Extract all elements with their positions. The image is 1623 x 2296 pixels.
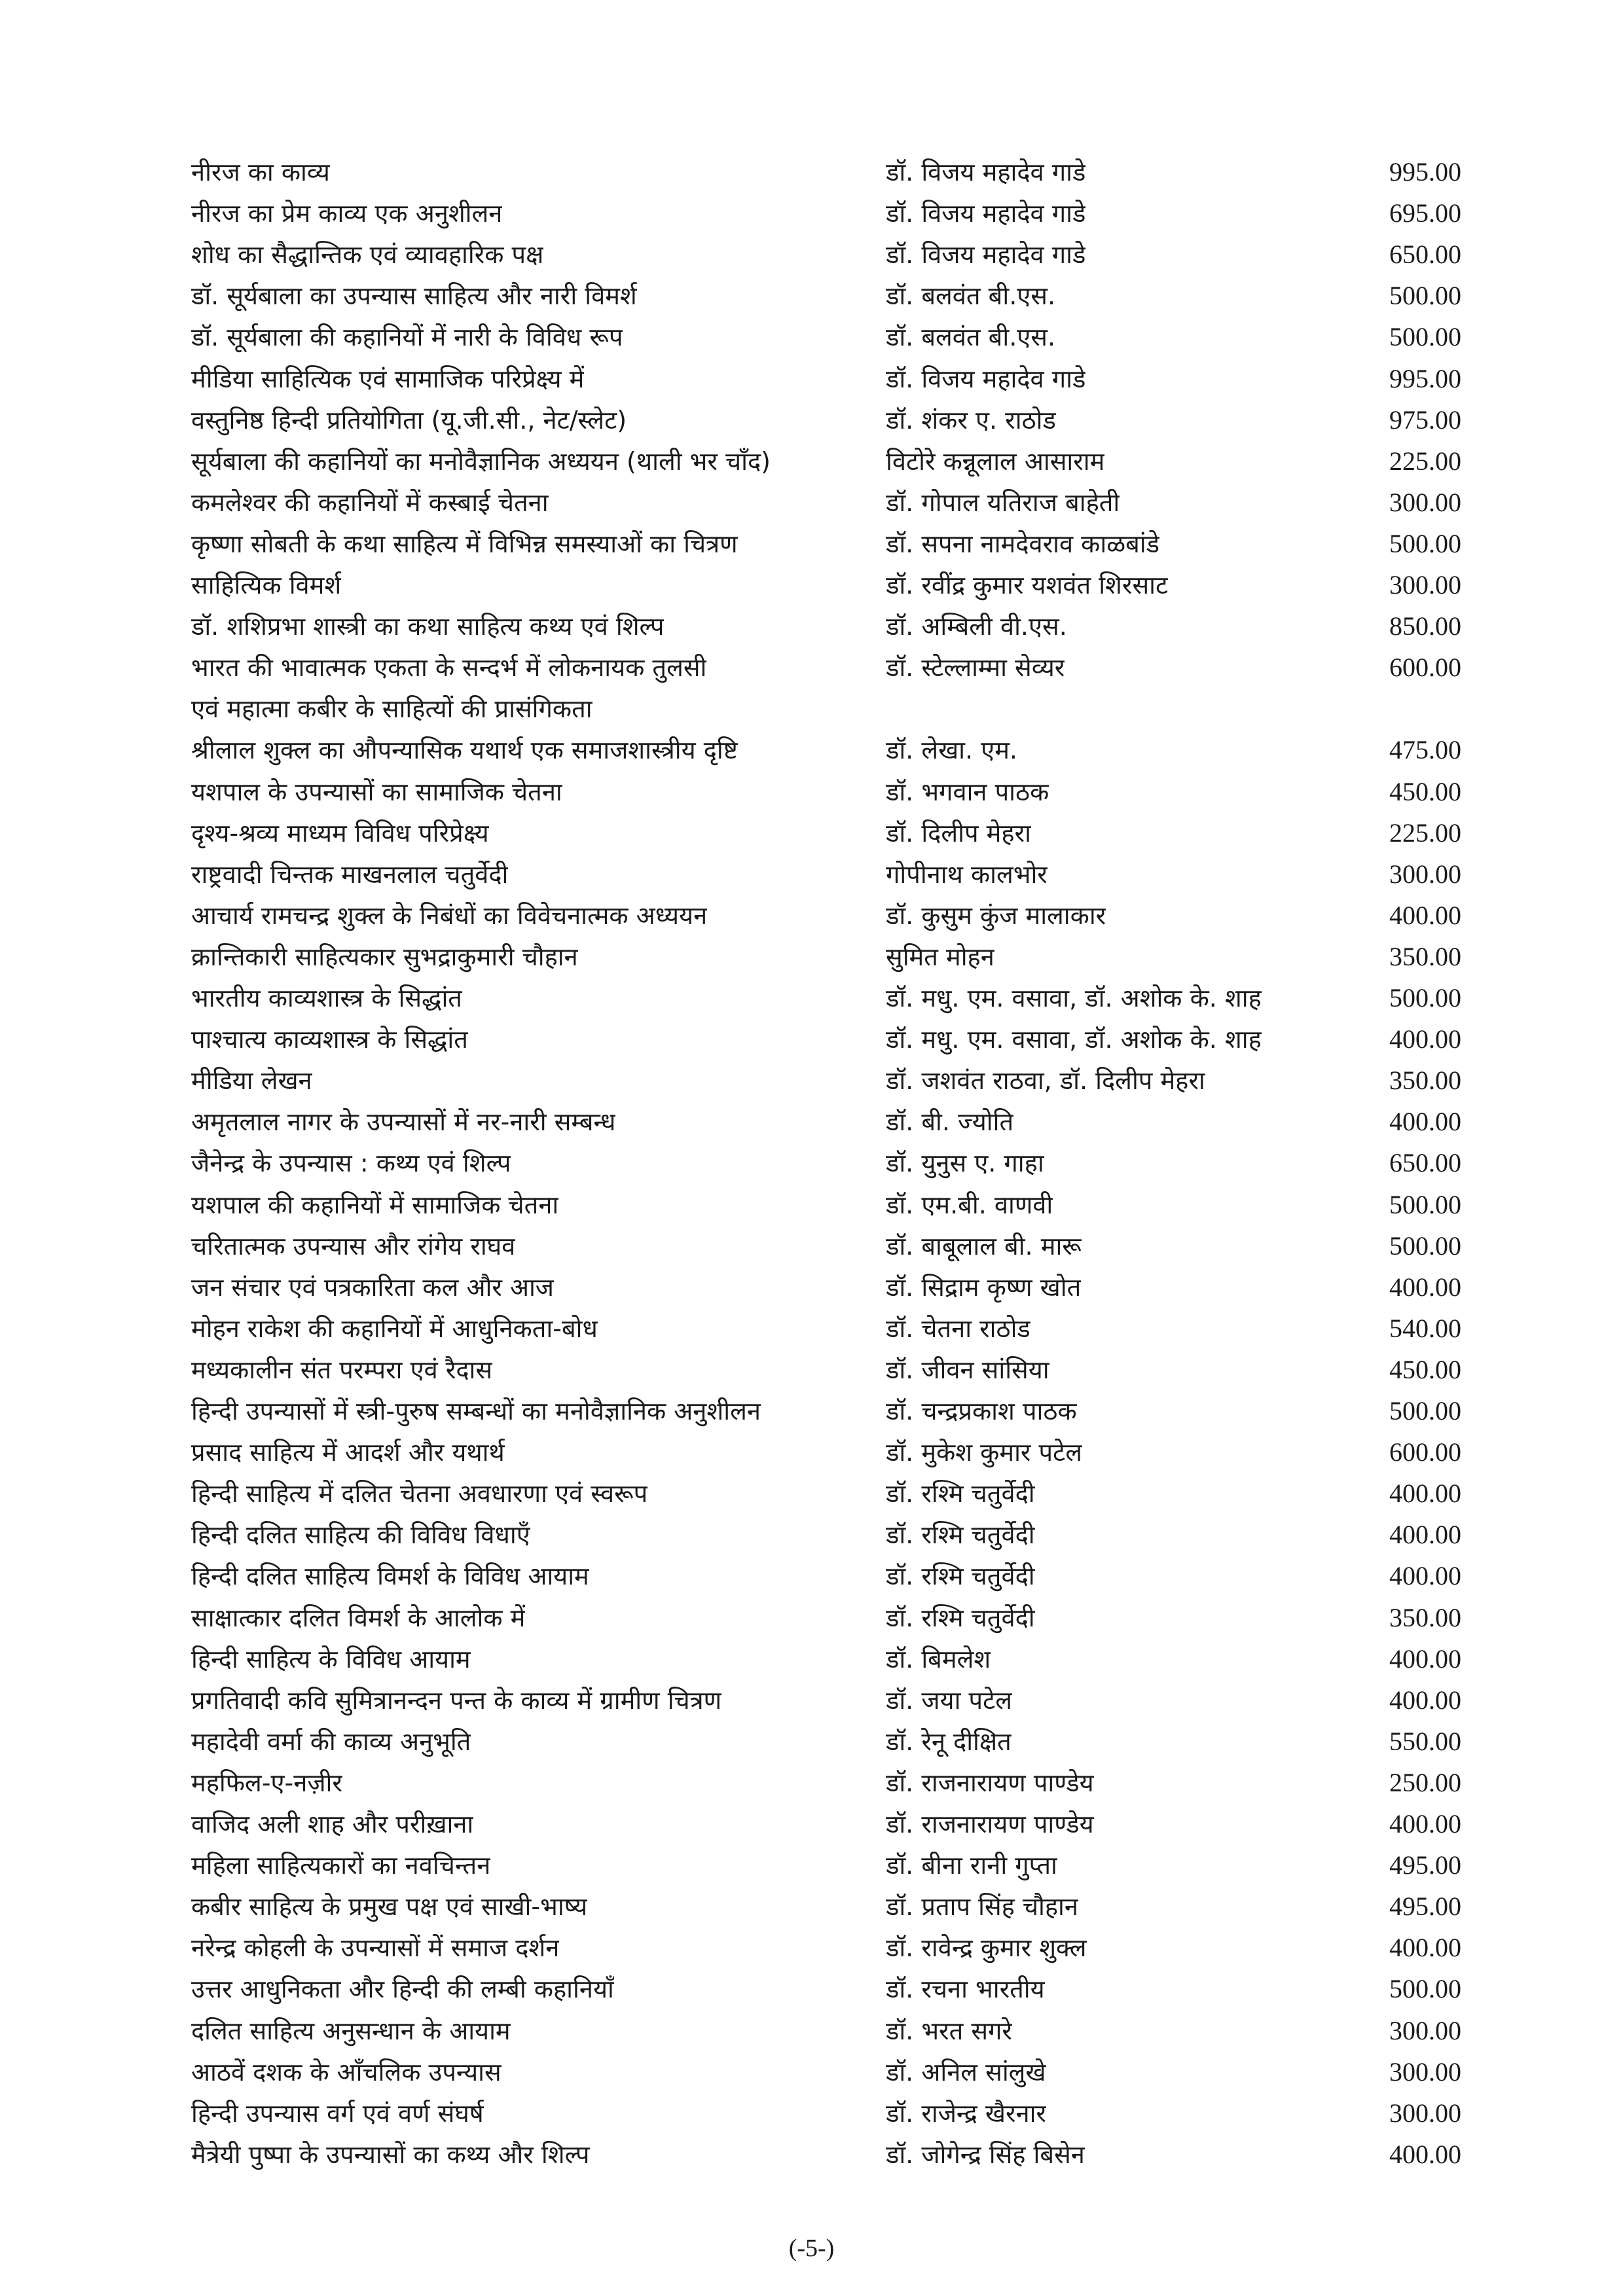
table-row [0,1185,1623,1225]
book-author: डॉ. चेतना राठोड [886,1314,1030,1343]
book-title: मीडिया साहित्यिक एवं सामाजिक परिप्रेक्ष्य में [191,365,585,393]
book-price: 600.00 [1389,653,1461,682]
book-title: एवं महात्मा कबीर के साहित्यों की प्रासंगिकता [191,694,593,723]
table-row [0,1804,1623,1844]
book-author: डॉ. बिमलेश [886,1645,991,1674]
book-author: डॉ. जीवन सांसिया [886,1355,1049,1384]
table-row [0,1308,1623,1349]
book-title: दृश्य-श्रव्य माध्यम विविध परिप्रेक्ष्य [191,819,489,848]
book-price: 650.00 [1389,240,1461,269]
book-price: 400.00 [1389,1933,1461,1962]
book-price: 975.00 [1389,405,1461,435]
book-title: हिन्दी दलित साहित्य विमर्श के विविध आयाम [191,1562,589,1590]
book-price: 500.00 [1389,1396,1461,1426]
table-row [0,1763,1623,1803]
book-title: महादेवी वर्मा की काव्य अनुभूति [191,1727,471,1756]
book-author: डॉ. जोगेन्द्र सिंह बिसेन [886,2140,1085,2169]
book-author: डॉ. रश्मि चतुर्वेदी [886,1562,1035,1590]
book-author: डॉ. रचना भारतीय [886,1975,1045,2003]
table-row [0,152,1623,192]
table-row [0,1102,1623,1142]
table-row [0,1680,1623,1721]
book-title: साक्षात्कार दलित विमर्श के आलोक में [191,1604,526,1632]
book-author: डॉ. शंकर ए. राठोड [886,406,1056,435]
table-row [0,400,1623,440]
table-row [0,1928,1623,1968]
table-row [0,854,1623,895]
book-author: डॉ. दिलीप मेहरा [886,819,1031,848]
book-author: डॉ. रेनू दीक्षित [886,1727,1012,1756]
book-title: नरेन्द्र कोहली के उपन्यासों में समाज दर्शन [191,1933,560,1962]
book-price: 350.00 [1389,1066,1461,1095]
book-price: 300.00 [1389,2098,1461,2128]
book-title: महिला साहित्यकारों का नवचिन्तन [191,1851,491,1880]
table-row [0,524,1623,564]
book-title: यशपाल की कहानियों में सामाजिक चेतना [191,1191,559,1219]
book-price: 225.00 [1389,446,1461,476]
book-author: डॉ. कुसुम कुंज मालाकार [886,901,1106,930]
book-title: हिन्दी उपन्यासों में स्त्री-पुरुष सम्बन्धों का मनोवैज्ञानिक अनुशीलन [191,1397,761,1426]
table-row [0,1556,1623,1596]
book-title: हिन्दी साहित्य के विविध आयाम [191,1645,471,1674]
book-author: डॉ. राजनारायण पाण्डेय [886,1768,1094,1797]
book-price: 850.00 [1389,611,1461,641]
table-row [0,1473,1623,1514]
book-price: 300.00 [1389,570,1461,600]
book-author: डॉ. मधु. एम. वसावा, डॉ. अशोक के. शाह [886,1025,1262,1054]
book-price: 400.00 [1389,1520,1461,1549]
table-row [0,441,1623,482]
page-number: (-5-) [788,2234,835,2262]
book-author: डॉ. जशवंत राठवा, डॉ. दिलीप मेहरा [886,1066,1205,1095]
book-title: डॉ. सूर्यबाला की कहानियों में नारी के विविध रूप [191,323,623,351]
table-row [0,895,1623,936]
book-title: मीडिया लेखन [191,1066,312,1095]
book-author: डॉ. बलवंत बी.एस. [886,281,1056,310]
book-title: दलित साहित्य अनुसन्धान के आयाम [191,2017,511,2045]
book-price: 500.00 [1389,1190,1461,1219]
table-row [0,276,1623,316]
book-author: डॉ. सपना नामदेवराव काळबांडे [886,529,1159,558]
book-author: डॉ. विजय महादेव गाडे [886,240,1086,269]
table-row [0,1845,1623,1886]
table-row [0,1391,1623,1431]
book-author: डॉ. भरत सगरे [886,2017,1012,2045]
table-row [0,647,1623,688]
book-author: डॉ. प्रताप सिंह चौहान [886,1892,1078,1921]
book-price: 400.00 [1389,901,1461,930]
book-author: गोपीनाथ कालभोर [886,860,1048,889]
table-row [0,689,1623,729]
book-author: डॉ. विजय महादेव गाडे [886,199,1086,228]
book-title: आठवें दशक के आँचलिक उपन्यास [191,2058,501,2087]
book-title: कबीर साहित्य के प्रमुख पक्ष एवं साखी-भाष्य [191,1892,588,1921]
table-row [0,234,1623,275]
table-row [0,1350,1623,1390]
book-author: सुमित मोहन [886,942,994,971]
book-author: डॉ. बलवंत बी.एस. [886,323,1056,351]
book-title: क्रान्तिकारी साहित्यकार सुभद्राकुमारी चौहान [191,942,578,971]
book-price: 540.00 [1389,1314,1461,1343]
book-price: 500.00 [1389,322,1461,351]
book-price: 500.00 [1389,529,1461,558]
book-title: मोहन राकेश की कहानियों में आधुनिकता-बोध [191,1314,598,1343]
table-row [0,1886,1623,1927]
table-row [0,2093,1623,2134]
table-row [0,565,1623,605]
book-price: 995.00 [1389,157,1461,187]
book-price: 695.00 [1389,198,1461,228]
book-title: मैत्रेयी पुष्पा के उपन्यासों का कथ्य और शिल्प [191,2140,590,2169]
book-author: डॉ. मधु. एम. वसावा, डॉ. अशोक के. शाह [886,984,1262,1013]
book-title: राष्ट्रवादी चिन्तक माखनलाल चतुर्वेदी [191,860,509,889]
table-row [0,1060,1623,1101]
book-price: 450.00 [1389,777,1461,806]
book-author: डॉ. बीना रानी गुप्ता [886,1851,1057,1880]
book-title: आचार्य रामचन्द्र शुक्ल के निबंधों का विवेचनात्मक अध्ययन [191,901,708,930]
book-author: डॉ. राजेन्द्र खैरनार [886,2099,1047,2128]
book-author: डॉ. बाबूलाल बी. मारू [886,1232,1082,1261]
book-author: विटोरे कन्नूलाल आसाराम [886,447,1105,476]
book-title: जन संचार एवं पत्रकारिता कल और आज [191,1273,554,1302]
table-row [0,1515,1623,1555]
book-price: 300.00 [1389,488,1461,517]
book-price: 300.00 [1389,2057,1461,2087]
book-title: कृष्णा सोबती के कथा साहित्य में विभिन्न समस्याओं का चित्रण [191,529,738,558]
book-title: हिन्दी उपन्यास वर्ग एवं वर्ण संघर्ष [191,2099,484,2128]
table-row [0,1267,1623,1308]
book-author: डॉ. रश्मि चतुर्वेदी [886,1604,1035,1632]
book-author: डॉ. अनिल सांलुखे [886,2058,1046,2087]
book-author: डॉ. जया पटेल [886,1686,1012,1715]
book-price: 500.00 [1389,1231,1461,1261]
book-title: मध्यकालीन संत परम्परा एवं रैदास [191,1355,493,1384]
table-row [0,1226,1623,1266]
book-title: हिन्दी साहित्य में दलित चेतना अवधारणा एवं स्वरूप [191,1479,648,1508]
book-price: 300.00 [1389,859,1461,889]
book-title: यशपाल के उपन्यासों का सामाजिक चेतना [191,778,562,806]
book-price: 475.00 [1389,735,1461,764]
book-title: जैनेन्द्र के उपन्यास : कथ्य एवं शिल्प [191,1149,511,1177]
book-price: 400.00 [1389,1561,1461,1590]
book-title: चरितात्मक उपन्यास और रांगेय राघव [191,1232,516,1261]
book-title: प्रगतिवादी कवि सुमित्रानन्दन पन्त के काव्य में ग्रामीण चित्रण [191,1686,722,1715]
book-price: 550.00 [1389,1727,1461,1756]
book-author: डॉ. बी. ज्योति [886,1107,1014,1136]
book-price: 995.00 [1389,364,1461,393]
book-author: डॉ. युनुस ए. गाहा [886,1149,1044,1177]
table-row [0,606,1623,647]
book-title: प्रसाद साहित्य में आदर्श और यथार्थ [191,1438,505,1467]
table-row [0,772,1623,812]
table-row [0,2011,1623,2051]
table-row [0,317,1623,357]
book-author: डॉ. चन्द्रप्रकाश पाठक [886,1397,1077,1426]
book-title: उत्तर आधुनिकता और हिन्दी की लम्बी कहानियाँ [191,1975,614,2003]
table-row [0,482,1623,523]
book-title: श्रीलाल शुक्ल का औपन्यासिक यथार्थ एक समाजशास्त्रीय दृष्टि [191,736,738,764]
book-price: 350.00 [1389,942,1461,971]
book-price: 500.00 [1389,1974,1461,2003]
book-price: 600.00 [1389,1437,1461,1467]
book-author: डॉ. सिद्राम कृष्ण खोत [886,1273,1082,1302]
table-row [0,1598,1623,1638]
book-price: 350.00 [1389,1603,1461,1632]
table-row [0,1969,1623,2009]
book-price: 500.00 [1389,983,1461,1013]
book-price: 300.00 [1389,2016,1461,2045]
table-row [0,1019,1623,1060]
book-title: डॉ. सूर्यबाला का उपन्यास साहित्य और नारी विमर्श [191,281,637,310]
book-author: डॉ. अम्बिली वी.एस. [886,612,1067,641]
book-title: साहित्यिक विमर्श [191,571,342,600]
table-row [0,1432,1623,1473]
book-price: 450.00 [1389,1355,1461,1384]
book-title: महफिल-ए-नज़ीर [191,1768,342,1797]
table-row [0,193,1623,234]
table-row [0,937,1623,977]
table-row [0,813,1623,853]
book-title: वाजिद अली शाह और परीख़ाना [191,1810,474,1839]
book-price: 400.00 [1389,1272,1461,1302]
book-author: डॉ. राजनारायण पाण्डेय [886,1810,1094,1839]
table-row [0,359,1623,399]
book-title: डॉ. शशिप्रभा शास्त्री का कथा साहित्य कथ्य एवं शिल्प [191,612,665,641]
book-price: 250.00 [1389,1768,1461,1797]
table-row [0,730,1623,770]
book-author: डॉ. स्टेल्लाम्मा सेव्यर [886,653,1065,682]
book-price: 400.00 [1389,1685,1461,1715]
table-row [0,1639,1623,1679]
book-author: डॉ. लेखा. एम. [886,736,1017,764]
table-row [0,2134,1623,2175]
book-price: 400.00 [1389,1644,1461,1674]
table-row [0,1721,1623,1762]
book-author: डॉ. गोपाल यतिराज बाहेती [886,488,1120,517]
table-row [0,978,1623,1018]
book-price: 495.00 [1389,1850,1461,1880]
book-price: 400.00 [1389,1479,1461,1508]
book-price: 495.00 [1389,1892,1461,1921]
book-author: डॉ. भगवान पाठक [886,778,1049,806]
book-title: कमलेश्वर की कहानियों में कस्बाई चेतना [191,488,549,517]
book-author: डॉ. रवींद्र कुमार यशवंत शिरसाट [886,571,1169,600]
book-title: नीरज का काव्य [191,158,330,187]
book-price: 500.00 [1389,281,1461,310]
book-title: वस्तुनिष्ठ हिन्दी प्रतियोगिता (यू.जी.सी., नेट/स्लेट) [191,406,627,435]
book-author: डॉ. विजय महादेव गाडे [886,158,1086,187]
table-row [0,1143,1623,1183]
book-title: पाश्चात्य काव्यशास्त्र के सिद्धांत [191,1025,468,1054]
table-row [0,2052,1623,2092]
book-author: डॉ. रावेन्द्र कुमार शुक्ल [886,1933,1087,1962]
book-author: डॉ. रश्मि चतुर्वेदी [886,1479,1035,1508]
book-title: शोध का सैद्धान्तिक एवं व्यावहारिक पक्ष [191,240,544,269]
book-price: 225.00 [1389,818,1461,848]
book-price: 400.00 [1389,1107,1461,1136]
book-price: 650.00 [1389,1148,1461,1177]
book-title: भारतीय काव्यशास्त्र के सिद्धांत [191,984,462,1013]
book-price: 400.00 [1389,1024,1461,1054]
book-title: सूर्यबाला की कहानियों का मनोवैज्ञानिक अध्ययन (थाली भर चाँद) [191,447,771,476]
book-title: भारत की भावात्मक एकता के सन्दर्भ में लोकनायक तुलसी [191,653,707,682]
book-author: डॉ. विजय महादेव गाडे [886,365,1086,393]
book-author: डॉ. मुकेश कुमार पटेल [886,1438,1083,1467]
book-author: डॉ. एम.बी. वाणवी [886,1191,1053,1219]
book-price: 400.00 [1389,1809,1461,1839]
book-title: अमृतलाल नागर के उपन्यासों में नर-नारी सम्बन्ध [191,1107,616,1136]
book-title: नीरज का प्रेम काव्य एक अनुशीलन [191,199,503,228]
book-author: डॉ. रश्मि चतुर्वेदी [886,1520,1035,1549]
book-title: हिन्दी दलित साहित्य की विविध विधाएँ [191,1520,530,1549]
book-price: 400.00 [1389,2140,1461,2169]
